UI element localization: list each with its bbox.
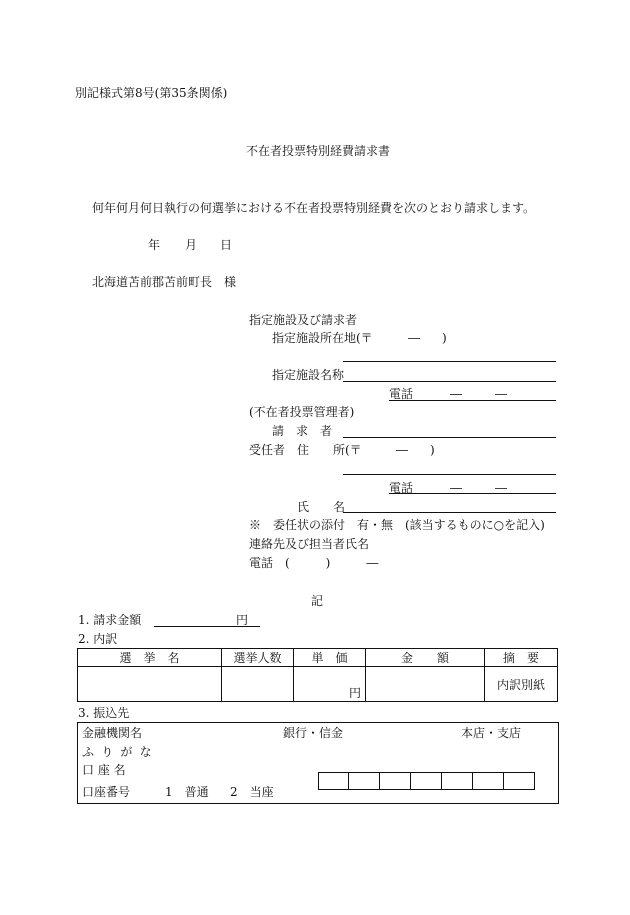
phone2-dash1: ― (450, 481, 462, 495)
bank-type: 銀行・信金 (283, 726, 344, 740)
item3-label: 3. 振込先 (78, 706, 130, 720)
unit-price-yen: 円 (348, 686, 361, 700)
cell-election-name[interactable] (78, 667, 222, 702)
account-type-current: 2 当座 (230, 785, 274, 799)
form-number: 別記様式第8号(第35条関係) (75, 86, 228, 100)
claim-amount-line[interactable] (154, 626, 260, 627)
account-type-ordinary: 1 普通 (165, 785, 209, 799)
col-unit-price: 単 価 (294, 649, 366, 667)
fullname-label: 氏 名 (297, 500, 346, 514)
digit-box-4[interactable] (411, 772, 442, 790)
account-digit-boxes (318, 772, 535, 790)
holder-label: 口 座 名 (82, 763, 126, 777)
address-label: 住 所(〒 (297, 443, 362, 457)
fullname-line[interactable] (343, 512, 556, 513)
breakdown-table (77, 648, 558, 702)
col-remarks: 摘 要 (485, 649, 558, 667)
date-year: 年 (148, 238, 161, 252)
location-line[interactable] (343, 361, 556, 362)
facility-name-line[interactable] (343, 381, 556, 382)
location-close: ) (442, 331, 447, 345)
item2-label: 2. 内訳 (78, 632, 118, 646)
item1-label: 1. 請求金額 (78, 613, 142, 627)
facility-location-label: 指定施設所在地(〒 (272, 331, 373, 345)
date-month: 月 (185, 238, 198, 252)
col-election-name: 選 挙 名 (78, 649, 222, 667)
requester-label: 請 求 者 (272, 424, 333, 438)
cell-remarks[interactable] (485, 667, 558, 702)
phone1-dash1: ― (450, 387, 462, 401)
col-voter-count: 選挙人数 (222, 649, 294, 667)
address-line[interactable] (343, 474, 556, 475)
facility-name-label: 指定施設名称 (272, 368, 345, 382)
remarks-value: 内訳別紙 (496, 677, 545, 692)
delegate-label: 受任者 (249, 443, 286, 457)
location-dash: ― (408, 331, 420, 345)
digit-box-3[interactable] (380, 772, 411, 790)
date-day: 日 (220, 238, 233, 252)
digit-box-6[interactable] (473, 772, 504, 790)
contact-label: 連絡先及び担当者氏名 (249, 537, 370, 551)
cell-unit-price[interactable] (294, 667, 366, 702)
requester-line[interactable] (343, 437, 556, 438)
phone1-dash2: ― (495, 387, 507, 401)
col-amount: 金 額 (366, 649, 485, 667)
phone2-dash2: ― (495, 481, 507, 495)
phone2-line[interactable] (389, 493, 556, 494)
furigana-label: ふりがな (82, 745, 159, 759)
address-dash: ― (396, 443, 408, 457)
attachment-note: ※ 委任状の添付 有・無 (該当するものに○を記入) (249, 518, 545, 532)
addressee: 北海道苫前郡苫前町長 様 (92, 275, 237, 289)
contact-phone: 電話 ( ) ― (249, 556, 379, 570)
ki-heading: 記 (311, 594, 324, 608)
digit-box-1[interactable] (318, 772, 349, 790)
branch-type: 本店・支店 (461, 726, 522, 740)
form-title: 不在者投票特別経費請求書 (246, 144, 391, 158)
institution-label: 金融機関名 (82, 726, 143, 740)
digit-box-2[interactable] (349, 772, 380, 790)
intro-text: 何年何月何日執行の何選挙における不在者投票特別経費を次のとおり請求します。 (92, 201, 536, 215)
item1-yen: 円 (236, 613, 249, 627)
digit-box-5[interactable] (442, 772, 473, 790)
account-number-label: 口座番号 (82, 785, 131, 799)
address-close: ) (430, 443, 435, 457)
claimant-section-label: 指定施設及び請求者 (249, 313, 358, 327)
phone1-line[interactable] (389, 400, 556, 401)
digit-box-7[interactable] (504, 772, 535, 790)
cell-voter-count[interactable] (222, 667, 294, 702)
cell-amount[interactable] (366, 667, 485, 702)
phone1-label: 電話 (389, 387, 414, 401)
phone2-label: 電話 (389, 481, 414, 495)
manager-label: (不在者投票管理者) (249, 405, 355, 419)
